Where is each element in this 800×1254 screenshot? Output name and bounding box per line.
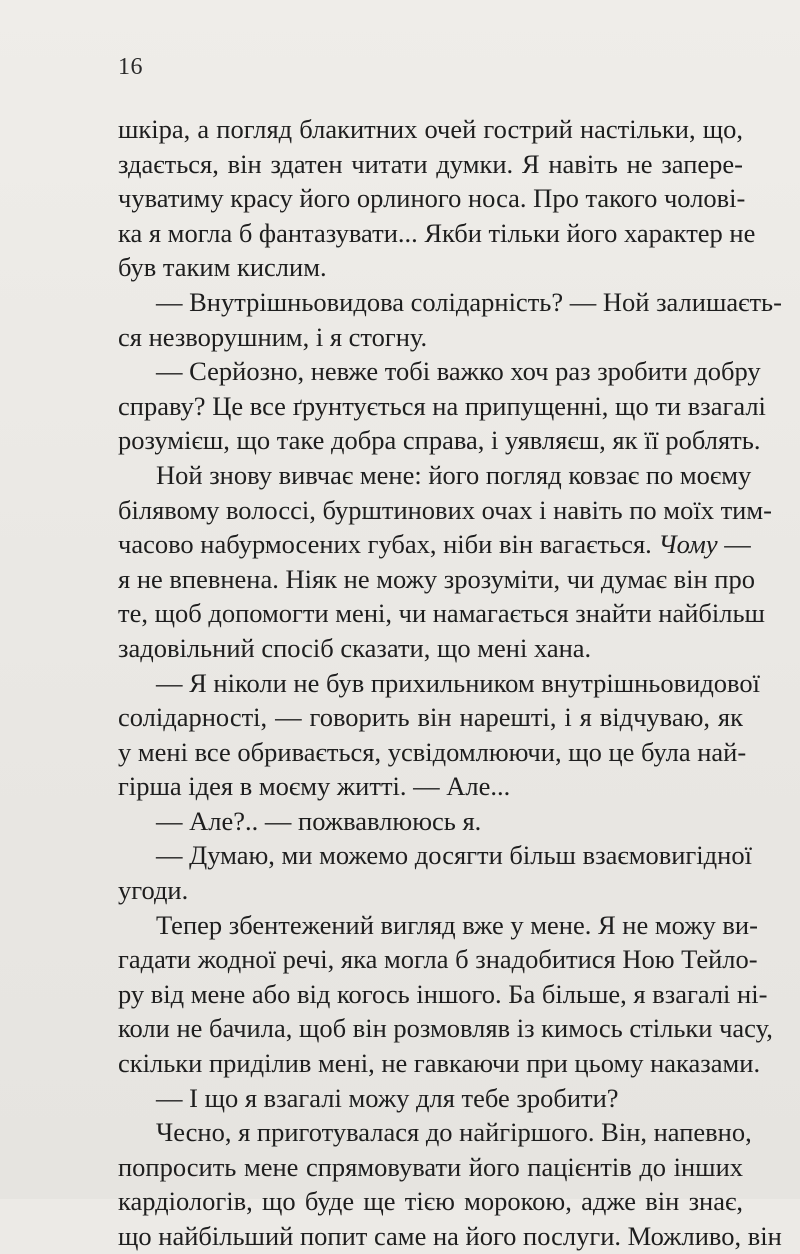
text-line: кардіологів, що буде ще тією морокою, адже він знає, (118, 1186, 743, 1217)
text-line: Тепер збентежений вигляд вже у мене. Я не можу ви- (156, 909, 758, 940)
text-line: я не впевнена. Ніяк не можу зрозуміти, чи думає він про (118, 563, 755, 594)
text-line: ру від мене або від когось іншого. Ба більше, я взагалі ні- (118, 978, 768, 1009)
text-line: те, щоб допомогти мені, чи намагається знайти найбільш (118, 598, 765, 629)
text-line: — Серйозно, невже тобі важко хоч раз зробити добру (156, 356, 761, 387)
text-line: попросить мене спрямовувати його пацієнтів до інших (118, 1151, 743, 1182)
text-line: задовільний спосіб сказати, що мені хана. (118, 632, 592, 663)
text-line: — Думаю, ми можемо досягти більш взаємовигідної (156, 840, 752, 871)
text-line: у мені все обривається, усвідомлюючи, що це була най- (118, 736, 747, 767)
text-line: здається, він здатен читати думки. Я навіть не запере- (118, 148, 743, 179)
text-line: — Але?.. — пожвавлююсь я. (156, 805, 482, 836)
text-line: часово набурмосених губах, ніби він вагається. Чому — (118, 529, 751, 560)
text-line: був таким кислим. (118, 252, 327, 283)
text-line: що найбільший попит саме на його послуги. Можливо, він (118, 1221, 782, 1251)
text-line: — І що я взагалі можу для тебе зробити? (156, 1082, 619, 1113)
body-text (118, 112, 782, 1254)
text-line: чуватиму красу його орлиного носа. Про такого чолові- (118, 183, 746, 214)
text-line: коли не бачила, щоб він розмовляв із кимось стільки часу, (118, 1013, 773, 1044)
text-line: розумієш, що таке добра справа, і уявляєш, як її роблять. (118, 425, 761, 456)
page-number: 16 (118, 54, 143, 80)
text-line: — Я ніколи не був прихильником внутрішньовидової (156, 667, 761, 698)
text-line: скільки приділив мені, не гавкаючи при цьому наказами. (118, 1048, 761, 1079)
text-line: гадати жодної речі, яка могла б знадобитися Ною Тейло- (118, 944, 758, 975)
text-line: Ной знову вивчає мене: його погляд ковзає по моєму (156, 459, 752, 490)
text-line: угоди. (118, 875, 189, 906)
text-line: солідарності, — говорить він нарешті, і я відчуваю, як (118, 702, 743, 733)
text-line: шкіра, а погляд блакитних очей гострий настільки, що, (118, 114, 743, 144)
text-line: ся незворушним, і я стогну. (118, 321, 428, 352)
text-line: справу? Це все ґрунтується на припущенні, що ти взагалі (118, 390, 766, 421)
text-line: ка я могла б фантазувати... Якби тільки його характер не (118, 217, 756, 248)
text-line: — Внутрішньовидова солідарність? — Ной залишаєть- (156, 286, 782, 317)
text-line: Чесно, я приготувалася до найгіршого. Він, напевно, (156, 1117, 752, 1148)
text-line: білявому волоссі, бурштинових очах і навіть по моїх тим- (118, 494, 772, 525)
text-line: гірша ідея в моєму житті. — Але... (118, 771, 511, 802)
